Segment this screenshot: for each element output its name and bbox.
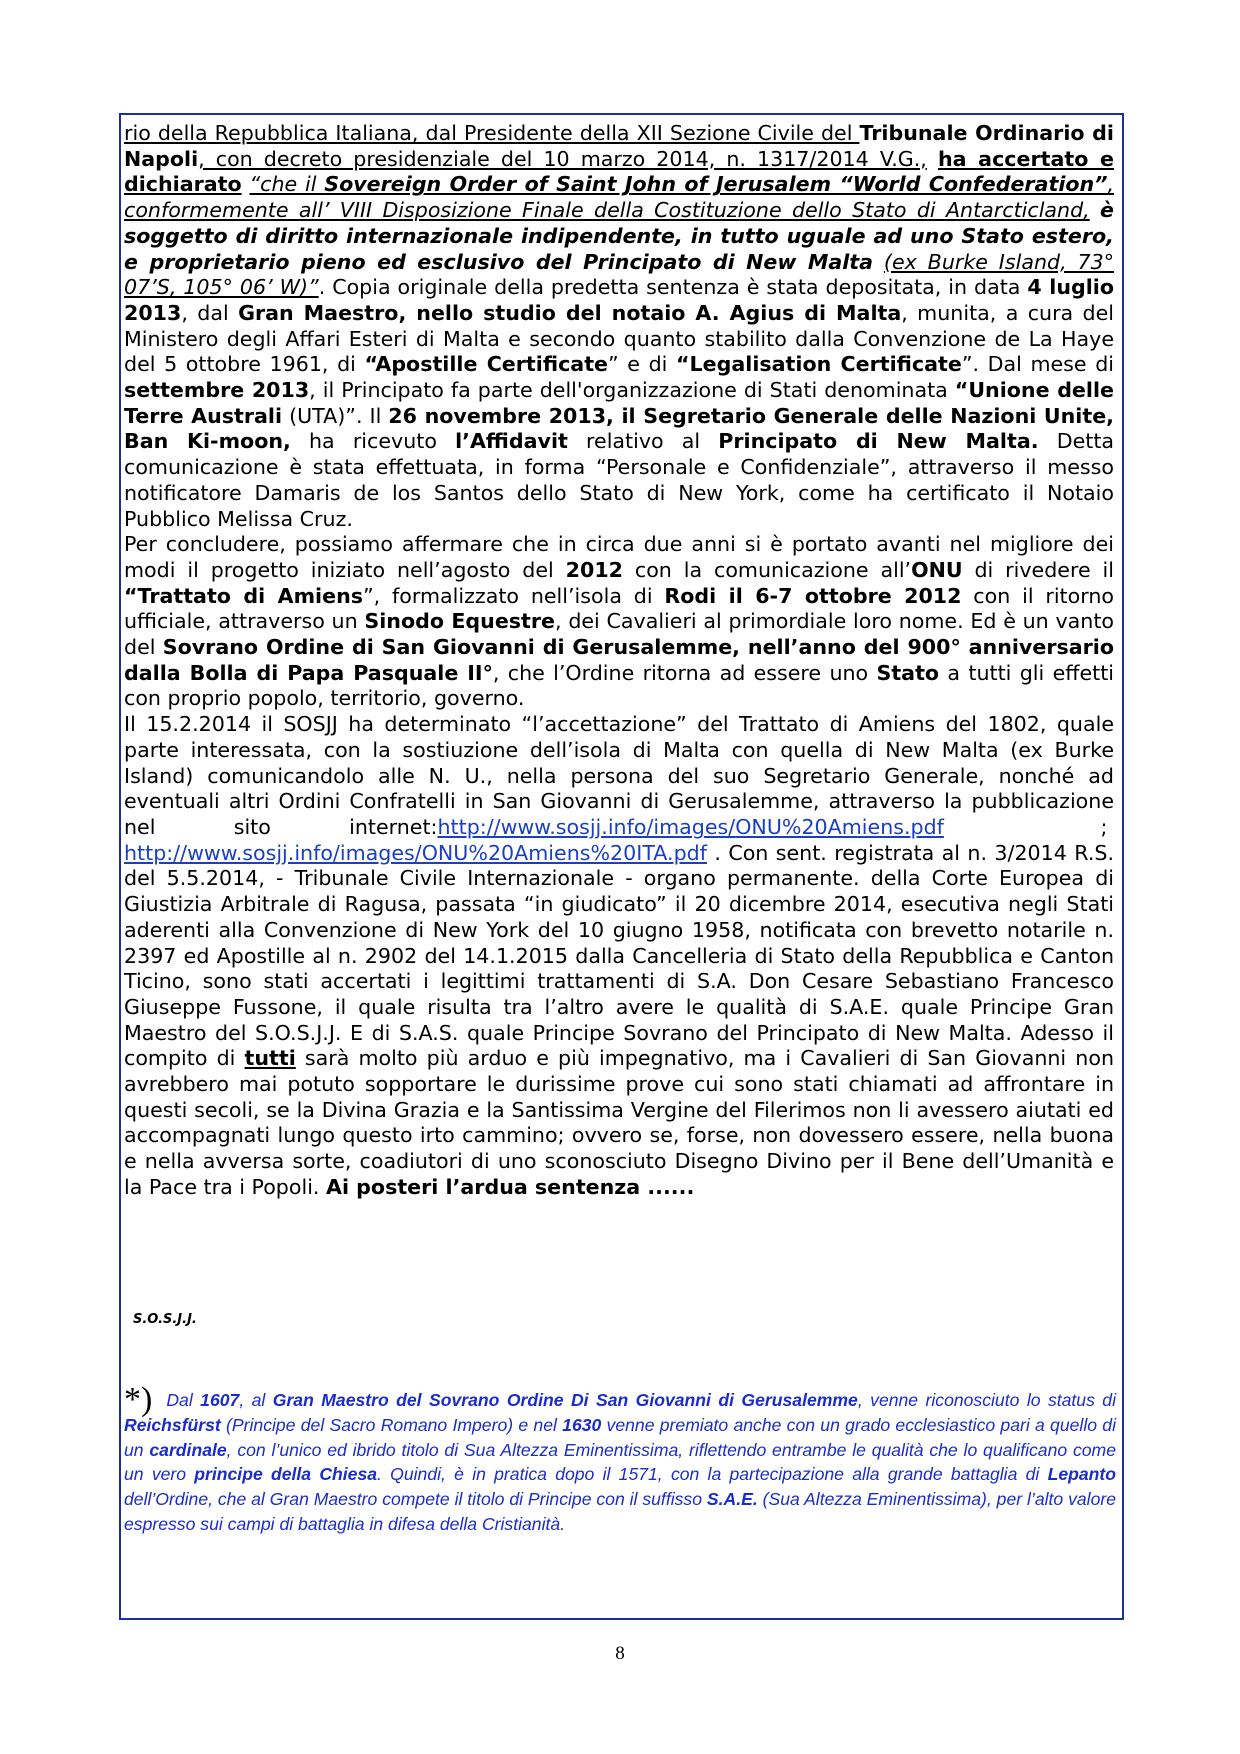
link-onu-amiens[interactable]: http://www.sosjj.info/images/ONU%20Amiens.pdf (437, 814, 944, 839)
footnote-marker: *) (124, 1381, 153, 1418)
main-text (124, 121, 1114, 1201)
page-number: 8 (615, 1643, 625, 1664)
paragraph-3: Il 15.2.2014 il SOSJJ ha determinato “l’accettazione” del Trattato di Amiens del 1802, quale parte interessata, con la sostiuzione dell’isola di Malta con quella di New Malta (ex Burke Island) comunicandolo alle N. U., nella persona del suo Segretario Generale, nonché ad eventuali altri Ordini Confratelli in San Giovanni di Gerusalemme, attraverso la pubblicazione nel sito internet:http://www.sosjj.info/images/ONU%20Amiens.pdf ; http://www.sosjj.info/images/ONU%20Amiens%20ITA.pdf . Con sent. registrata al n. 3/2014 R.S. del 5.5.2014, - Tribunale Civile Internazionale - organo permanente. della Corte Europea di Giustizia Arbitrale di Ragusa, passata “in giudicato” il 20 dicembre 2014, esecutiva negli Stati aderenti alla Convenzione di New York del 10 giugno 1958, notificata con brevetto notarile n. 2397 ed Apostille al n. 2902 del 14.1.2015 dalla Cancelleria di Stato della Repubblica e Canton Ticino, sono stati accertati i legittimi trattamenti di S.A. Don Cesare Sebastiano Francesco Giuseppe Fussone, il quale risulta tra l’altro avere le qualità di S.A.E. quale Principe Gran Maestro del S.O.S.J.J. E di S.A.S. quale Principe Sovrano del Principato di New Malta. Adesso il compito di tutti sarà molto più arduo e più impegnativo, ma i Cavalieri di San Giovanni non avrebbero mai potuto sopportare le durissime prove cui sono stati chiamati ad affrontare in questi secoli, se la Divina Grazia e la Santissima Vergine del Filerimos non li avessero aiutati ed accompagnati lungo questo irto cammino; ovvero se, forse, non dovessero essere, nella buona e nella avversa sorte, coadiutori di uno sconosciuto Disegno Divino per il Bene dell’Umanità e la Pace tra i Popoli. Ai posteri l’ardua sentenza ...... (124, 712, 1114, 1199)
paragraph-2: Per concludere, possiamo affermare che in circa due anni si è portato avanti nel migliore dei modi il progetto iniziato nell’agosto del 2012 con la comunicazione all’ONU di rivedere il “Trattato di Amiens”, formalizzato nell’isola di Rodi il 6-7 ottobre 2012 con il ritorno ufficiale, attraverso un Sinodo Equestre, dei Cavalieri al primordiale loro nome. Ed è un vanto del Sovrano Ordine di San Giovanni di Gerusalemme, nell’anno del 900° anniversario dalla Bolla di Papa Pasquale II°, che l’Ordine ritorna ad essere uno Stato a tutti gli effetti con proprio popolo, territorio, governo. (124, 532, 1115, 711)
footnote: *) Dal 1607, al Gran Maestro del Sovrano Ordine Di San Giovanni di Gerusalemme, venne riconosciuto lo status di Reichsfürst (Principe del Sacro Romano Impero) e nel 1630 venne premiato anche con un grado ecclesiastico pari a quello di un cardinale, con l’unico ed ibrido titolo di Sua Altezza Eminentissima, riflettendo entrambe le qualità che lo qualificano come un vero principe della Chiesa. Quindi, è in pratica dopo il 1571, con la partecipazione alla grande battaglia di Lepanto dell’Ordine, che al Gran Maestro compete il titolo di Principe con il suffisso S.A.E. (Sua Altezza Eminentissima), per l’alto valore espresso sui campi di battaglia in difesa della Cristianità. (124, 1381, 1117, 1534)
paragraph-1: rio della Repubblica Italiana, dal Presidente della XII Sezione Civile del Tribunale Ordinario di Napoli, con decreto presidenziale del 10 marzo 2014, n. 1317/2014 V.G., ha accertato e dichiarato “che il Sovereign Order of Saint John of Jerusalem “World Confederation”, conformemente all’ VIII Disposizione Finale della Costituzione dello Stato di Antarcticland, è soggetto di diritto internazionale indipendente, in tutto uguale ad uno Stato estero, e proprietario pieno ed esclusivo del Principato di New Malta (ex Burke Island, 73° 07’S, 105° 06’ W)”. Copia originale della predetta sentenza è stata depositata, in data 4 luglio 2013, dal Gran Maestro, nello studio del notaio A. Agius di Malta, munita, a cura del Ministero degli Affari Esteri di Malta e secondo quanto stabilito dalla Convenzione de La Haye del 5 ottobre 1961, di “Apostille Certificate” e di “Legalisation Certificate”. Dal mese di settembre 2013, il Principato fa parte dell'organizzazione di Stati denominata “Unione delle Terre Australi (UTA)”. Il 26 novembre 2013, il Segretario Generale delle Nazioni Unite, Ban Ki-moon, ha ricevuto l’Affidavit relativo al Principato di New Malta. Detta comunicazione è stata effettuata, in forma “Personale e Confidenziale”, attraverso il messo notificatore Damaris de los Santos dello Stato di New York, come ha certificato il Notaio Pubblico Melissa Cruz. (124, 121, 1115, 531)
link-onu-amiens-ita[interactable]: http://www.sosjj.info/images/ONU%20Amiens%20ITA.pdf (124, 840, 707, 865)
signature: S.O.S.J.J. (133, 1312, 197, 1327)
